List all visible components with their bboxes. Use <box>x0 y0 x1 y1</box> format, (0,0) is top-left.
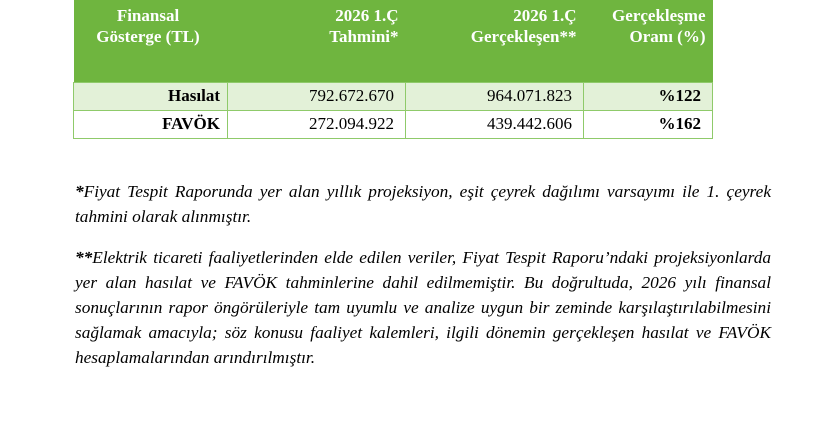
header-forecast <box>228 0 406 82</box>
header-ratio-line2: Oranı (%) <box>629 27 706 46</box>
footnote-text: Fiyat Tespit Raporunda yer alan yıllık projeksiyon, eşit çeyrek dağılımı varsayımı ile 1. çeyrek tahmini olarak alınmıştır. <box>75 182 771 226</box>
header-ratio <box>584 0 713 82</box>
footnote-marker: ** <box>75 248 93 267</box>
header-indicator-line2: Gösterge (TL) <box>96 27 200 46</box>
table-header <box>74 0 713 82</box>
forecast-value: 792.672.670 <box>228 82 406 110</box>
header-row <box>74 0 713 82</box>
table-row-favok <box>74 110 713 138</box>
footnote-single-asterisk <box>75 179 771 229</box>
financial-comparison-table <box>73 0 713 139</box>
table-row-hasilat <box>74 82 713 110</box>
header-forecast-line2: Tahmini* <box>329 27 399 46</box>
header-actual-line2: Gerçekleşen** <box>470 27 577 46</box>
header-actual <box>406 0 584 82</box>
ratio-value: %162 <box>584 110 713 138</box>
header-forecast-line1: 2026 1.Ç <box>335 6 399 25</box>
row-label: FAVÖK <box>74 110 228 138</box>
forecast-value: 272.094.922 <box>228 110 406 138</box>
header-indicator-line1: Finansal <box>116 6 180 25</box>
footnote-text: Elektrik ticareti faaliyetlerinden elde edilen veriler, Fiyat Tespit Raporu’ndaki projeksiyonlarda yer alan hasılat ve FAVÖK tahminlerine dahil edilmemiştir. Bu doğrultuda, 2026 yılı finansal sonuçlarının rapor öngörüleriyle tam uyumlu ve analize uygun bir zeminde karşılaştırılabilmesini sağlamak amacıyla; söz konusu faaliyet kalemleri, ilgili dönemin gerçekleşen hasılat ve FAVÖK hesaplamalarından arındırılmıştır. <box>75 248 771 367</box>
actual-value: 964.071.823 <box>406 82 584 110</box>
footnote-marker: * <box>75 182 84 201</box>
header-indicator <box>74 0 228 82</box>
footnote-double-asterisk <box>75 245 771 370</box>
actual-value: 439.442.606 <box>406 110 584 138</box>
table-body <box>74 82 713 138</box>
ratio-value: %122 <box>584 82 713 110</box>
header-actual-line1: 2026 1.Ç <box>513 6 577 25</box>
row-label: Hasılat <box>74 82 228 110</box>
header-ratio-line1: Gerçekleşme <box>612 6 706 25</box>
